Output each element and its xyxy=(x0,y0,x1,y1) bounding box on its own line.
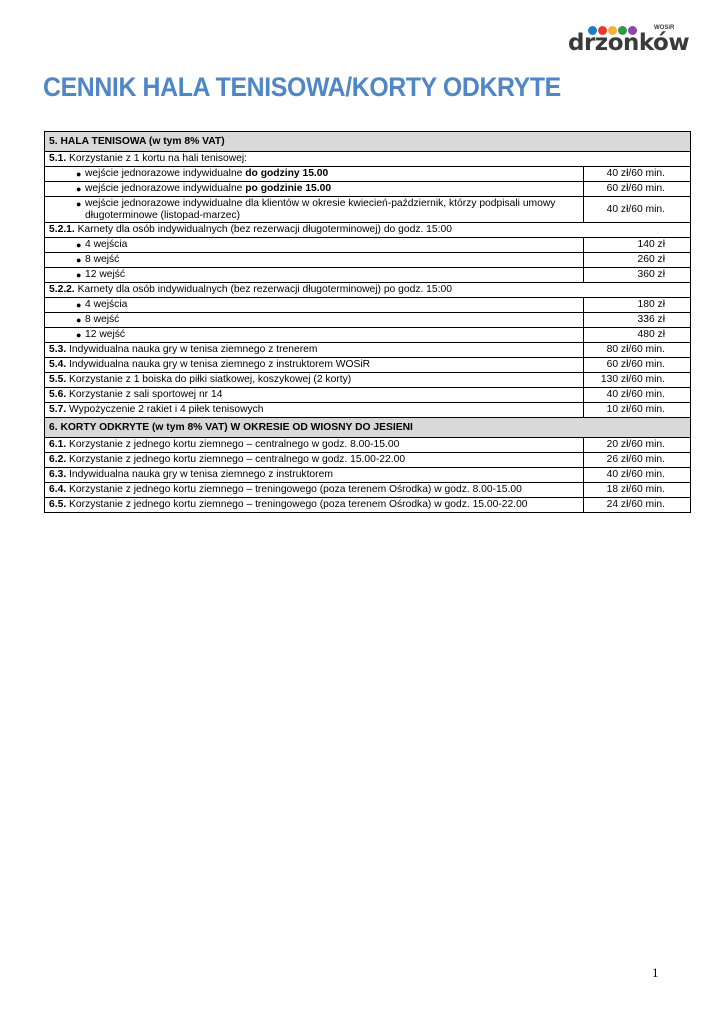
table-row xyxy=(45,388,691,403)
table-row xyxy=(45,358,691,373)
price-table xyxy=(44,131,691,513)
table-row xyxy=(45,328,691,343)
table-row xyxy=(45,223,691,238)
table-row xyxy=(45,468,691,483)
price-cell: 480 zł xyxy=(584,328,691,343)
item-number: 5.2.1. xyxy=(49,224,75,236)
item-cell xyxy=(45,268,584,283)
bullet-icon: ● xyxy=(76,270,82,280)
section-header-row xyxy=(45,132,691,152)
price-cell: 336 zł xyxy=(584,313,691,328)
item-text: Indywidualna nauka gry w tenisa ziemnego z instruktorem xyxy=(66,469,333,481)
item-text: 12 wejść xyxy=(85,329,126,340)
table-row xyxy=(45,313,691,328)
item-text: wejście jednorazowe indywidualne xyxy=(85,183,246,194)
price-cell: 60 zł/60 min. xyxy=(584,182,691,197)
page-number: 1 xyxy=(652,965,659,980)
item-text: Indywidualna nauka gry w tenisa ziemnego z instruktorem WOSiR xyxy=(66,359,371,371)
item-number: 6.2. xyxy=(49,454,67,466)
table-row xyxy=(45,283,691,298)
price-cell: 180 zł xyxy=(584,298,691,313)
table-row xyxy=(45,253,691,268)
item-cell xyxy=(45,343,584,358)
item-text: 4 wejścia xyxy=(85,239,128,250)
item-text-bold: do godziny 15.00 xyxy=(245,168,329,179)
table-row xyxy=(45,268,691,283)
item-cell xyxy=(45,468,584,483)
item-number: 5.5. xyxy=(49,374,67,386)
item-cell xyxy=(45,438,584,453)
subsection-label xyxy=(45,283,691,298)
bullet-icon: ● xyxy=(76,169,82,179)
price-cell: 26 zł/60 min. xyxy=(584,453,691,468)
item-cell xyxy=(45,483,584,498)
item-text: 4 wejścia xyxy=(85,299,128,310)
table-row xyxy=(45,238,691,253)
item-text: 8 wejść xyxy=(85,254,120,265)
item-number: 6.4. xyxy=(49,484,67,496)
item-text-bold: po godzinie 15.00 xyxy=(245,183,332,194)
item-text: Korzystanie z jednego kortu ziemnego – centralnego w godz. 8.00-15.00 xyxy=(66,439,400,451)
table-row xyxy=(45,373,691,388)
table-row xyxy=(45,498,691,513)
price-cell: 10 zł/60 min. xyxy=(584,403,691,418)
item-cell xyxy=(45,453,584,468)
item-cell xyxy=(45,167,584,182)
table-row xyxy=(45,298,691,313)
bullet-icon: ● xyxy=(76,315,82,325)
price-cell: 18 zł/60 min. xyxy=(584,483,691,498)
table-row xyxy=(45,182,691,197)
item-text: wejście jednorazowe indywidualne xyxy=(85,168,246,179)
item-cell xyxy=(45,373,584,388)
price-cell: 40 zł/60 min. xyxy=(584,197,691,223)
page-title: CENNIK HALA TENISOWA/KORTY ODKRYTE xyxy=(43,72,561,102)
price-cell: 260 zł xyxy=(584,253,691,268)
item-cell xyxy=(45,358,584,373)
item-number: 5.2.2. xyxy=(49,284,75,296)
price-cell: 40 zł/60 min. xyxy=(584,167,691,182)
table-row xyxy=(45,152,691,167)
item-text: Korzystanie z sali sportowej nr 14 xyxy=(66,389,223,401)
section-5-header: 5. HALA TENISOWA (w tym 8% VAT) xyxy=(45,132,691,152)
bullet-icon: ● xyxy=(76,240,82,250)
bullet-icon: ● xyxy=(76,184,82,194)
bullet-icon: ● xyxy=(76,255,82,265)
price-cell: 140 zł xyxy=(584,238,691,253)
item-number: 5.6. xyxy=(49,389,67,401)
item-cell xyxy=(45,253,584,268)
item-cell xyxy=(45,403,584,418)
item-text: Indywidualna nauka gry w tenisa ziemnego z trenerem xyxy=(66,344,318,356)
item-number: 5.1. xyxy=(49,153,67,165)
item-text: Karnety dla osób indywidualnych (bez rezerwacji długoterminowej) po godz. 15:00 xyxy=(74,284,452,296)
table-row xyxy=(45,453,691,468)
price-cell: 60 zł/60 min. xyxy=(584,358,691,373)
price-cell: 40 zł/60 min. xyxy=(584,388,691,403)
item-text: Korzystanie z jednego kortu ziemnego – treningowego (poza terenem Ośrodka) w godz. 8.00-15.00 xyxy=(66,484,522,496)
table-row xyxy=(45,343,691,358)
item-cell xyxy=(45,388,584,403)
item-number: 6.1. xyxy=(49,439,67,451)
item-cell xyxy=(45,498,584,513)
item-number: 5.7. xyxy=(49,404,67,416)
bullet-icon: ● xyxy=(76,330,82,340)
bullet-icon: ● xyxy=(76,300,82,310)
item-cell xyxy=(45,328,584,343)
subsection-label xyxy=(45,152,691,167)
item-text: Korzystanie z 1 kortu na hali tenisowej: xyxy=(66,153,248,165)
table-row xyxy=(45,197,691,223)
logo-tag: WOSiR xyxy=(654,25,675,31)
item-cell xyxy=(45,182,584,197)
price-cell: 20 zł/60 min. xyxy=(584,438,691,453)
item-number: 6.5. xyxy=(49,499,67,511)
item-text: Karnety dla osób indywidualnych (bez rezerwacji długoterminowej) do godz. 15:00 xyxy=(74,224,452,236)
bullet-icon: ● xyxy=(76,199,82,209)
section-6-header: 6. KORTY ODKRYTE (w tym 8% VAT) W OKRESIE OD WIOSNY DO JESIENI xyxy=(45,418,691,438)
price-cell: 130 zł/60 min. xyxy=(584,373,691,388)
item-text: 8 wejść xyxy=(85,314,120,325)
price-cell: 80 zł/60 min. xyxy=(584,343,691,358)
table-row xyxy=(45,167,691,182)
item-text: Wypożyczenie 2 rakiet i 4 piłek tenisowych xyxy=(66,404,264,416)
item-number: 6.3. xyxy=(49,469,67,481)
logo-wordmark: drzonków xyxy=(568,30,690,56)
drzonkow-logo xyxy=(568,22,690,56)
item-text: Korzystanie z jednego kortu ziemnego – treningowego (poza terenem Ośrodka) w godz. 15.00-22.00 xyxy=(66,499,528,511)
item-text: Korzystanie z jednego kortu ziemnego – centralnego w godz. 15.00-22.00 xyxy=(66,454,406,466)
price-cell: 360 zł xyxy=(584,268,691,283)
price-cell: 24 zł/60 min. xyxy=(584,498,691,513)
subsection-label xyxy=(45,223,691,238)
item-cell xyxy=(45,238,584,253)
section-header-row xyxy=(45,418,691,438)
table-row xyxy=(45,483,691,498)
item-text: wejście jednorazowe indywidualne dla klientów w okresie kwiecień-październik, którzy podpisali umowy długoterminowe (listopad-marzec) xyxy=(85,198,556,221)
price-cell: 40 zł/60 min. xyxy=(584,468,691,483)
table-row xyxy=(45,403,691,418)
item-cell xyxy=(45,197,584,223)
item-number: 5.3. xyxy=(49,344,67,356)
item-text: Korzystanie z 1 boiska do piłki siatkowej, koszykowej (2 korty) xyxy=(66,374,352,386)
item-text: 12 wejść xyxy=(85,269,126,280)
item-cell xyxy=(45,298,584,313)
item-number: 5.4. xyxy=(49,359,67,371)
item-cell xyxy=(45,313,584,328)
table-row xyxy=(45,438,691,453)
